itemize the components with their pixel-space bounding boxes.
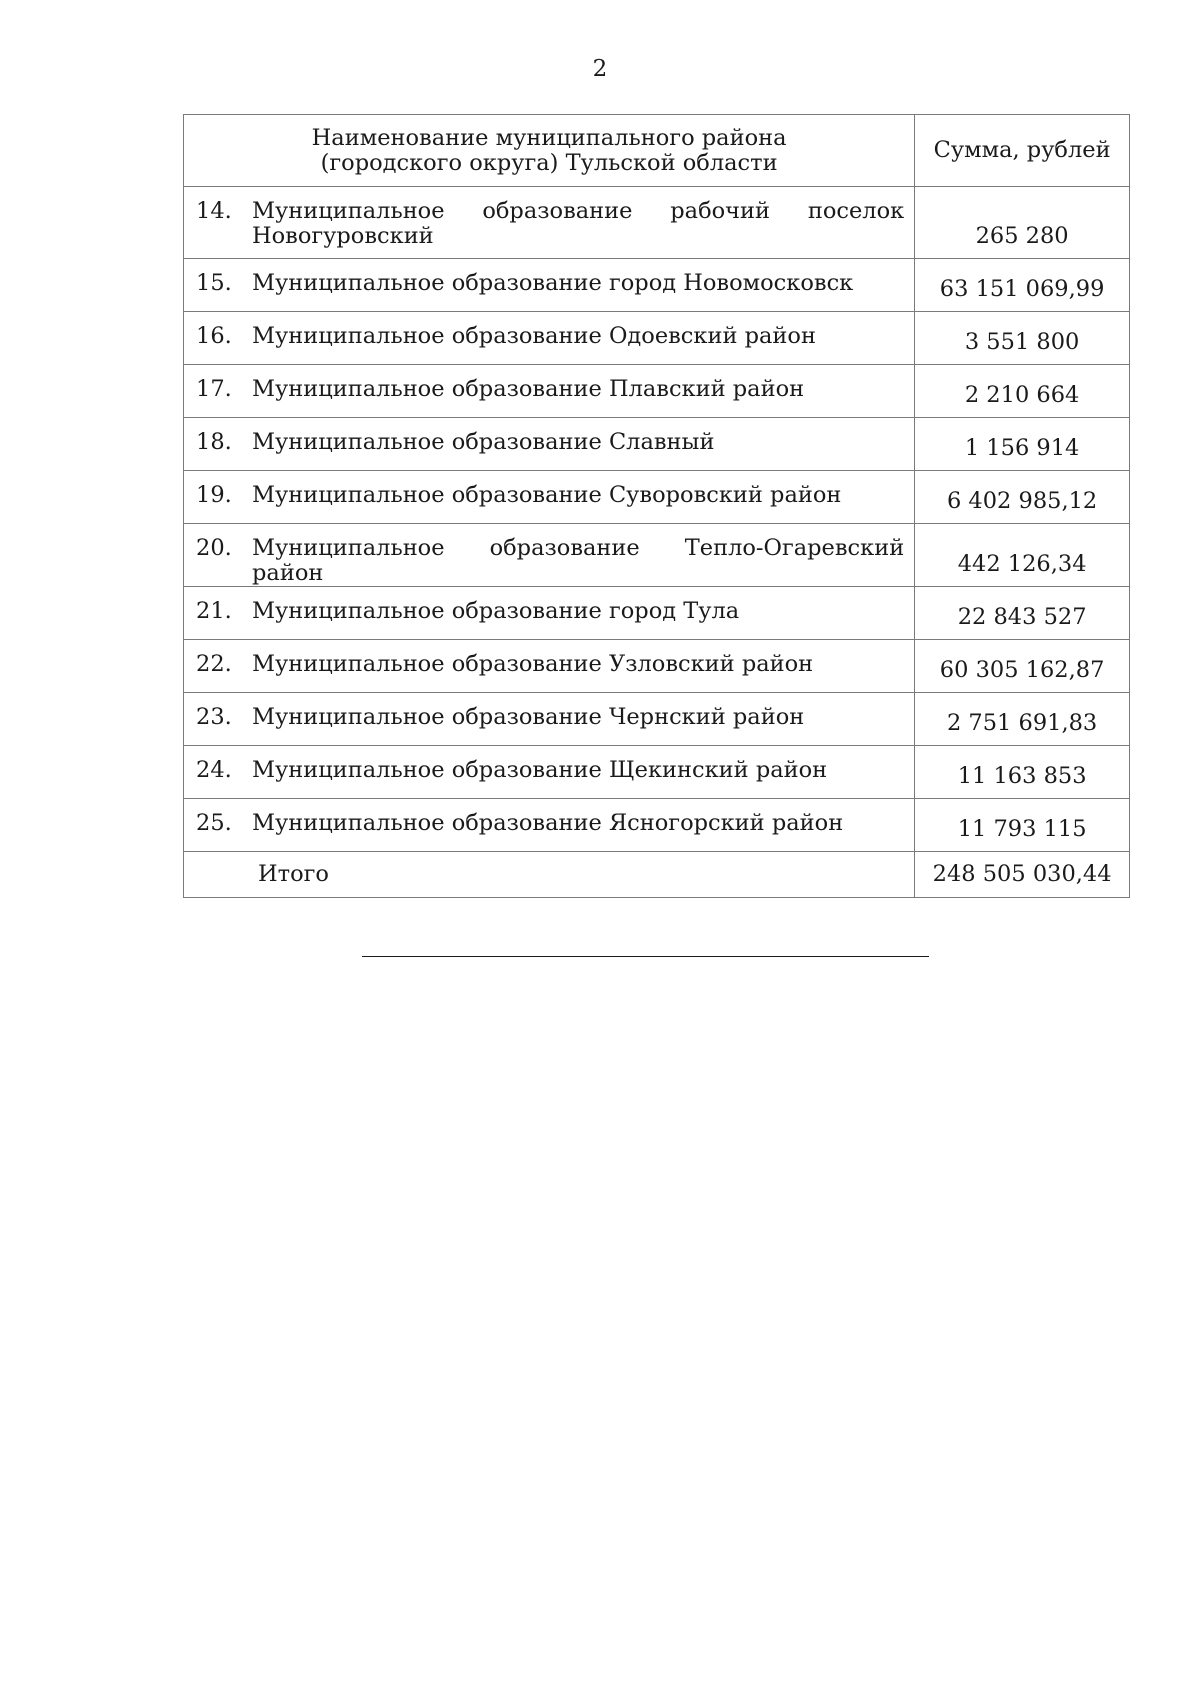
row-number: 14. bbox=[196, 198, 232, 224]
row-number: 23. bbox=[196, 704, 232, 730]
row-municipality-name: Муниципальное образование Щекинский район bbox=[252, 757, 828, 783]
row-number: 21. bbox=[196, 598, 232, 624]
row-sum: 3 551 800 bbox=[915, 312, 1130, 365]
row-name-cell bbox=[184, 746, 915, 799]
table-total-row bbox=[184, 852, 1130, 898]
row-sum: 2 751 691,83 bbox=[915, 693, 1130, 746]
row-sum: 265 280 bbox=[915, 187, 1130, 259]
row-name-cell bbox=[184, 693, 915, 746]
row-municipality-name: Муниципальное образование Чернский район bbox=[252, 704, 805, 730]
row-municipality-name: Муниципальное образование Узловский район bbox=[252, 651, 814, 677]
row-municipality-name: Муниципальное образование Суворовский район bbox=[252, 482, 842, 508]
table-row bbox=[184, 418, 1130, 471]
row-municipality-name: Муниципальное образование Плавский район bbox=[252, 376, 805, 402]
end-of-document-rule bbox=[362, 956, 929, 957]
table-row bbox=[184, 365, 1130, 418]
header-name-line2: (городского округа) Тульской области bbox=[320, 149, 778, 176]
row-sum: 11 163 853 bbox=[915, 746, 1130, 799]
row-name-cell bbox=[184, 259, 915, 312]
row-name-cell bbox=[184, 187, 915, 259]
row-name-cell bbox=[184, 418, 915, 471]
row-name-cell bbox=[184, 471, 915, 524]
table-row bbox=[184, 471, 1130, 524]
row-municipality-name: Муниципальное образование Славный bbox=[252, 429, 715, 455]
row-number: 24. bbox=[196, 757, 232, 783]
table-row bbox=[184, 259, 1130, 312]
row-sum: 2 210 664 bbox=[915, 365, 1130, 418]
table-row bbox=[184, 746, 1130, 799]
row-number: 17. bbox=[196, 376, 232, 402]
row-number: 19. bbox=[196, 482, 232, 508]
row-number: 16. bbox=[196, 323, 232, 349]
row-municipality-name: Муниципальное образование город Тула bbox=[252, 598, 740, 624]
row-sum: 22 843 527 bbox=[915, 587, 1130, 640]
row-number: 22. bbox=[196, 651, 232, 677]
total-sum: 248 505 030,44 bbox=[915, 852, 1130, 898]
table-row bbox=[184, 187, 1130, 259]
table-row bbox=[184, 640, 1130, 693]
header-name-line1: Наименование муниципального района bbox=[311, 124, 787, 151]
row-number: 15. bbox=[196, 270, 232, 296]
page-number: 2 bbox=[592, 56, 608, 82]
table-header-row bbox=[184, 115, 1130, 187]
row-municipality-name: Муниципальное образование город Новомосковск bbox=[252, 270, 854, 296]
header-sum: Сумма, рублей bbox=[915, 115, 1130, 187]
row-municipality-name: Муниципальное образование Одоевский район bbox=[252, 323, 816, 349]
row-number: 25. bbox=[196, 810, 232, 836]
row-sum: 60 305 162,87 bbox=[915, 640, 1130, 693]
row-sum: 11 793 115 bbox=[915, 799, 1130, 852]
table-row bbox=[184, 524, 1130, 587]
row-sum: 6 402 985,12 bbox=[915, 471, 1130, 524]
row-municipality-name: Муниципальное образование рабочий поселок Новогуровский bbox=[252, 198, 905, 249]
row-sum: 63 151 069,99 bbox=[915, 259, 1130, 312]
row-municipality-name: Муниципальное образование Ясногорский район bbox=[252, 810, 844, 836]
total-label: Итого bbox=[184, 852, 915, 898]
row-municipality-name: Муниципальное образование Тепло-Огаревский район bbox=[252, 535, 905, 586]
row-name-cell bbox=[184, 640, 915, 693]
row-name-cell bbox=[184, 587, 915, 640]
row-sum: 1 156 914 bbox=[915, 418, 1130, 471]
table-row bbox=[184, 799, 1130, 852]
table-row bbox=[184, 312, 1130, 365]
header-municipality-name bbox=[184, 115, 915, 187]
table-row bbox=[184, 587, 1130, 640]
row-name-cell bbox=[184, 365, 915, 418]
row-name-cell bbox=[184, 799, 915, 852]
table-row bbox=[184, 693, 1130, 746]
row-name-cell bbox=[184, 312, 915, 365]
row-number: 18. bbox=[196, 429, 232, 455]
allocation-table bbox=[183, 114, 1130, 898]
row-number: 20. bbox=[196, 535, 232, 561]
row-sum: 442 126,34 bbox=[915, 524, 1130, 587]
row-name-cell bbox=[184, 524, 915, 587]
